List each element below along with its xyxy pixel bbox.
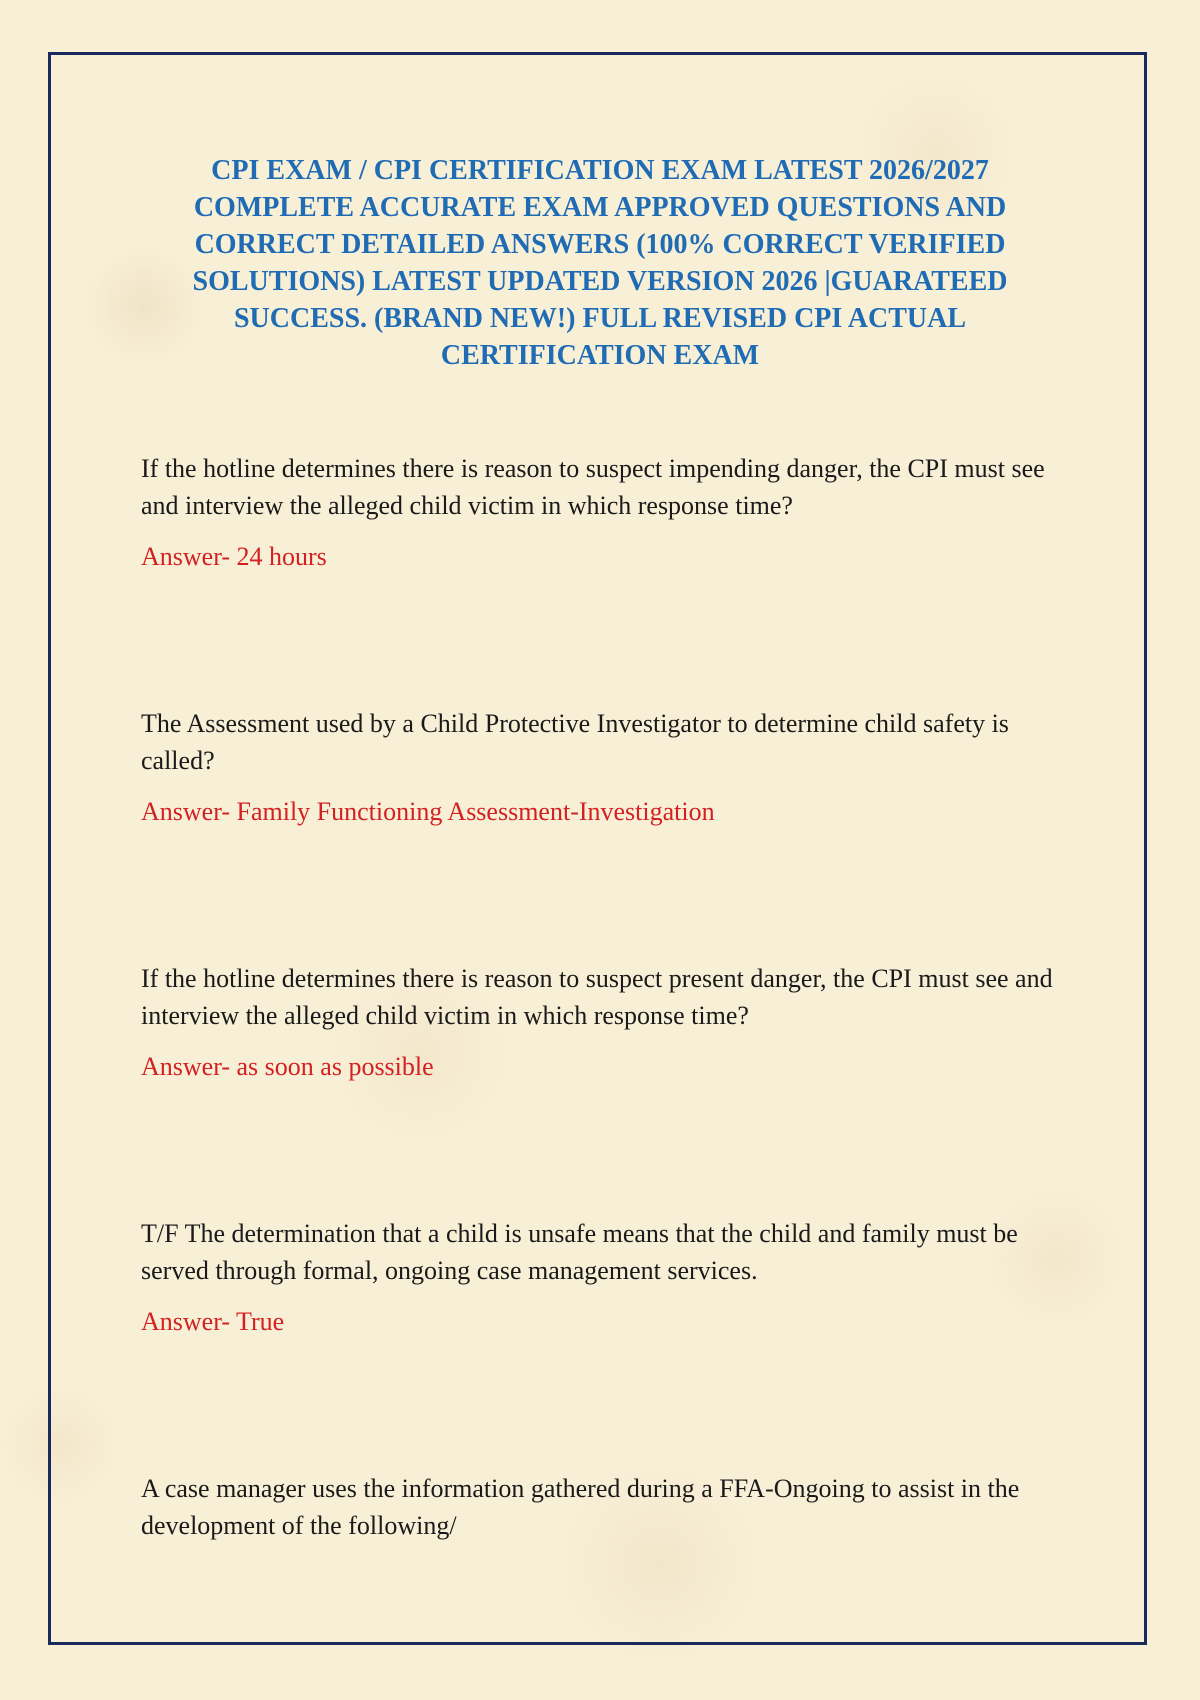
question-text: A case manager uses the information gathered during a FFA-Ongoing to assist in the development of the following/	[141, 1474, 1020, 1540]
qa-item	[141, 960, 1071, 1084]
question-text: T/F The determination that a child is unsafe means that the child and family must be served through formal, ongoing case management services.	[141, 1219, 1018, 1285]
answer-text: Answer- Family Functioning Assessment-Investigation	[141, 797, 715, 826]
qa-item	[141, 1215, 1071, 1339]
answer-text: Answer- as soon as possible	[141, 1052, 434, 1081]
document-title: CPI EXAM / CPI CERTIFICATION EXAM LATEST 2026/2027 COMPLETE ACCURATE EXAM APPROVED QUESTIONS AND CORRECT DETAILED ANSWERS (100% CORRECT VERIFIED SOLUTIONS) LATEST UPDATED VERSION 2026 |GUARATEED SUCCESS. (BRAND NEW!) FULL REVISED CPI ACTUAL CERTIFICATION EXAM	[192, 155, 1008, 371]
question-text: If the hotline determines there is reason to suspect impending danger, the CPI must see and interview the alleged child victim in which response time?	[141, 454, 1045, 520]
qa-item	[141, 705, 1071, 829]
qa-item	[141, 450, 1071, 574]
question-text: The Assessment used by a Child Protective Investigator to determine child safety is called?	[141, 709, 1009, 775]
qa-item	[141, 1470, 1071, 1544]
answer-text: Answer- True	[141, 1307, 285, 1336]
question-text: If the hotline determines there is reason to suspect present danger, the CPI must see and interview the alleged child victim in which response time?	[141, 964, 1053, 1030]
answer-text: Answer- 24 hours	[141, 542, 327, 571]
